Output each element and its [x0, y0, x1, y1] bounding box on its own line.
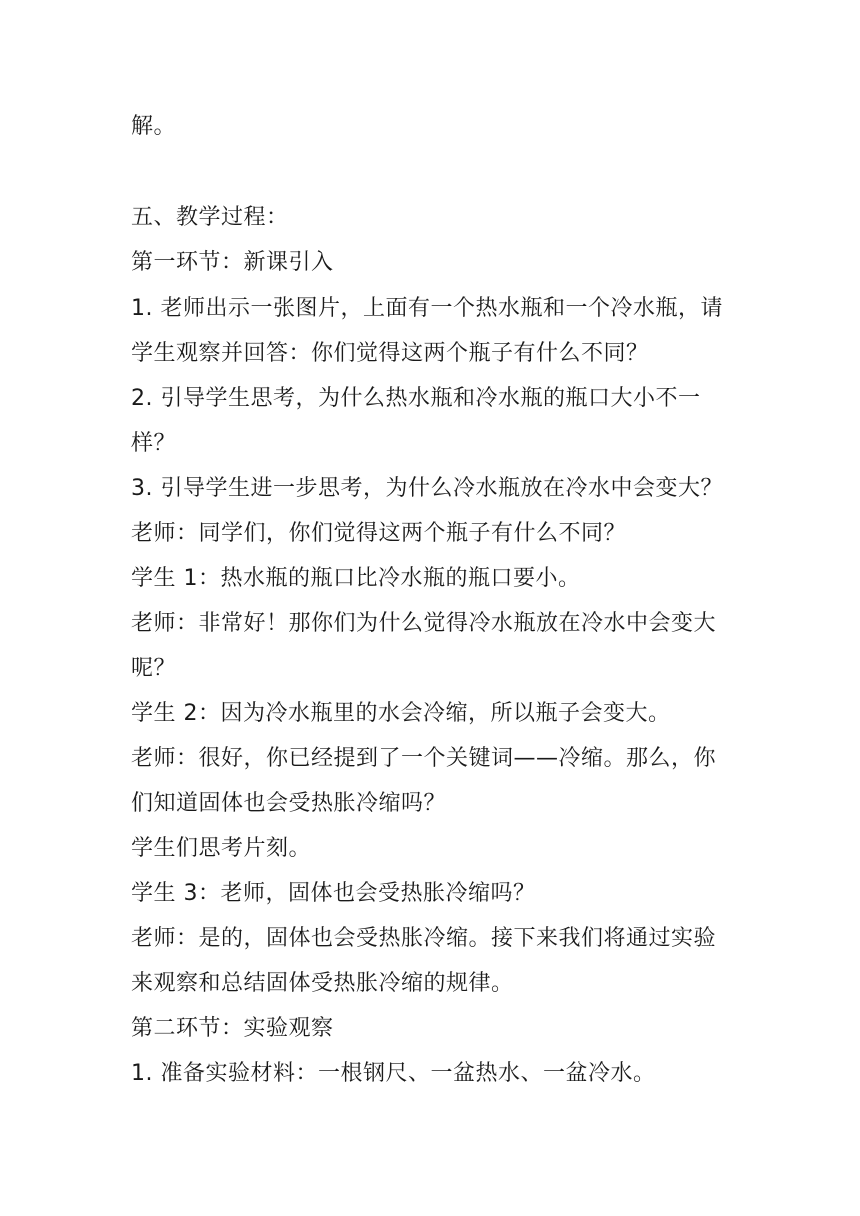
text-line: 学生 1：热水瓶的瓶口比冷水瓶的瓶口要小。 [131, 566, 581, 591]
text-line: 2. 引导学生思考，为什么热水瓶和冷水瓶的瓶口大小不一 [131, 386, 701, 411]
text-line: 老师：很好，你已经提到了一个关键词——冷缩。那么，你 [131, 746, 717, 771]
text-line: 样？ [131, 431, 177, 456]
text-line: 老师：非常好！那你们为什么觉得冷水瓶放在冷水中会变大 [131, 611, 717, 636]
text-line: 们知道固体也会受热胀冷缩吗？ [131, 791, 447, 816]
text-line: 解。 [131, 114, 177, 139]
text-line: 老师：同学们，你们觉得这两个瓶子有什么不同？ [131, 521, 627, 546]
text-line: 学生们思考片刻。 [131, 836, 312, 861]
text-line: 呢？ [131, 656, 177, 681]
text-line: 1. 准备实验材料：一根钢尺、一盆热水、一盆冷水。 [131, 1061, 656, 1086]
text-line: 学生 2：因为冷水瓶里的水会冷缩，所以瓶子会变大。 [131, 701, 671, 726]
text-line: 3. 引导学生进一步思考，为什么冷水瓶放在冷水中会变大？ [131, 476, 723, 501]
text-line: 学生观察并回答：你们觉得这两个瓶子有什么不同？ [131, 341, 649, 366]
text-line: 老师：是的，固体也会受热胀冷缩。接下来我们将通过实验 [131, 926, 717, 951]
text-line: 学生 3：老师，固体也会受热胀冷缩吗？ [131, 881, 536, 906]
section-heading: 五、教学过程： [131, 205, 289, 230]
text-line: 来观察和总结固体受热胀冷缩的规律。 [131, 971, 514, 996]
subsection-heading: 第二环节：实验观察 [131, 1016, 334, 1041]
text-line: 1. 老师出示一张图片，上面有一个热水瓶和一个冷水瓶，请 [131, 296, 723, 321]
subsection-heading: 第一环节：新课引入 [131, 250, 334, 275]
